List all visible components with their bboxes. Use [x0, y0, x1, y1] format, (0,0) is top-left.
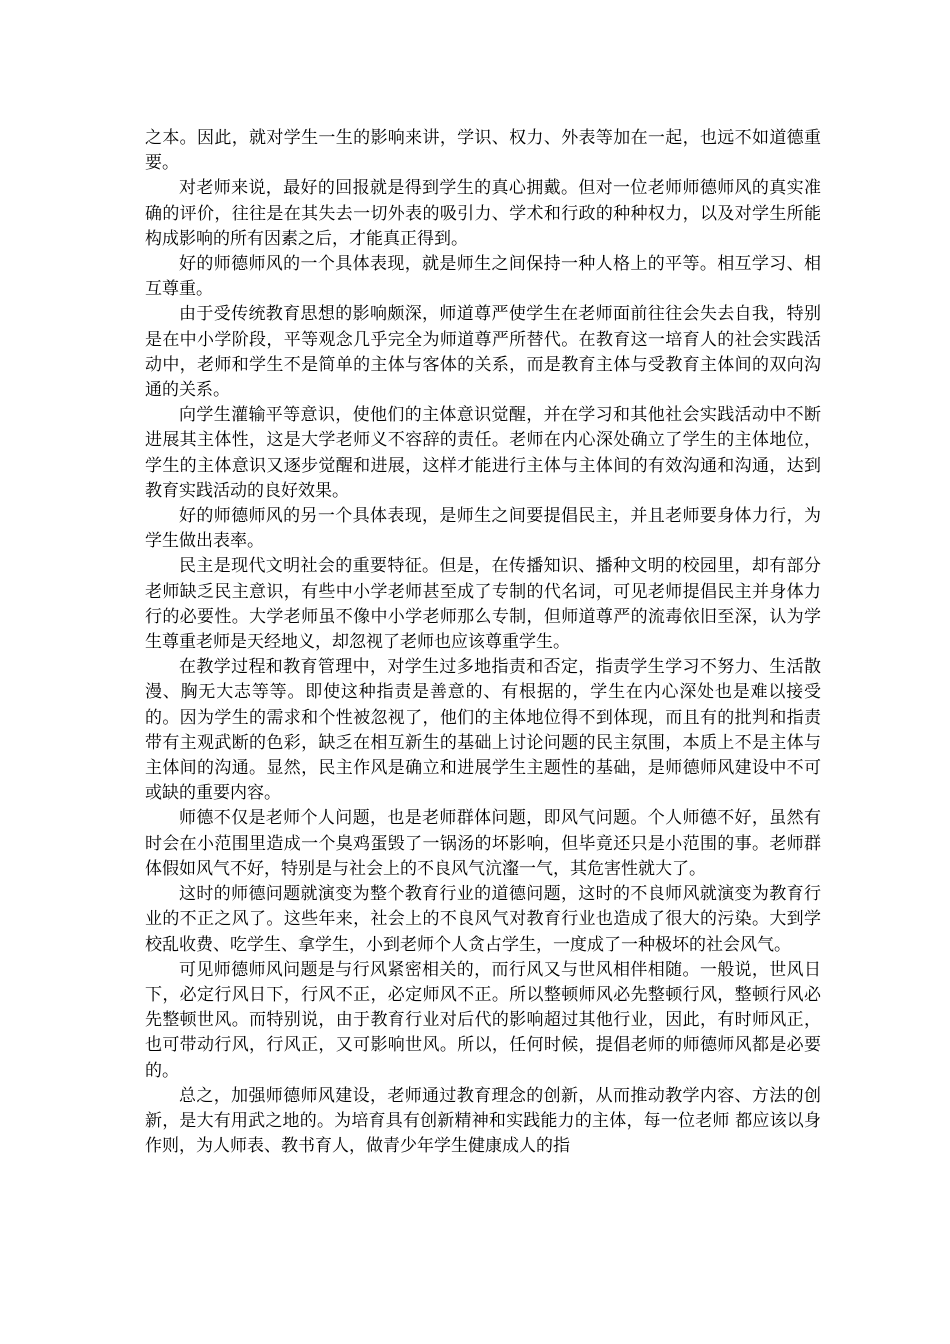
- paragraph: 好的师德师风的另一个具体表现，是师生之间要提倡民主，并且老师要身体力行，为学生做出表率。: [145, 506, 821, 552]
- paragraph: 之本。因此，就对学生一生的影响来讲，学识、权力、外表等加在一起，也远不如道德重要。: [145, 128, 821, 174]
- paragraph: 民主是现代文明社会的重要特征。但是，在传播知识、播种文明的校园里，却有部分老师缺乏民主意识，有些中小学老师甚至成了专制的代名词，可见老师提倡民主并身体力行的必要性。大学老师虽不像中小学老师那么专制，但师道尊严的流毒依旧至深，认为学生尊重老师是天经地义，却忽视了老师也应该尊重学生。: [145, 556, 821, 653]
- paragraph: 向学生灌输平等意识，使他们的主体意识觉醒，并在学习和其他社会实践活动中不断进展其主体性，这是大学老师义不容辞的责任。老师在内心深处确立了学生的主体地位，学生的主体意识又逐步觉醒和进展，这样才能进行主体与主体间的有效沟通和沟通，达到教育实践活动的良好效果。: [145, 405, 821, 501]
- paragraph: 总之，加强师德师风建设，老师通过教育理念的创新，从而推动教学内容、方法的创新，是大有用武之地的。为培育具有创新精神和实践能力的主体，每一位老师 都应该以身作则，为人师表、教书育人，做青少年学生健康成人的指: [145, 1085, 821, 1157]
- document-body: [145, 126, 821, 1159]
- paragraph: 可见师德师风问题是与行风紧密相关的，而行风又与世风相伴相随。一般说，世风日下，必定行风日下，行风不正，必定师风不正。所以整顿师风必先整顿行风，整顿行风必先整顿世风。而特别说，由于教育行业对后代的影响超过其他行业，因此，有时师风正，也可带动行风，行风正，又可影响世风。所以，任何时候，提倡老师的师德师风都是必要的。: [145, 959, 821, 1081]
- paragraph: 这时的师德问题就演变为整个教育行业的道德问题，这时的不良师风就演变为教育行业的不正之风了。这些年来，社会上的不良风气对教育行业也造成了很大的污染。大到学校乱收费、吃学生、拿学生，小到老师个人贪占学生，一度成了一种极坏的社会风气。: [145, 884, 821, 955]
- paragraph: 对老师来说，最好的回报就是得到学生的真心拥戴。但对一位老师师德师风的真实准确的评价，往往是在其失去一切外表的吸引力、学术和行政的种种权力，以及对学生所能构成影响的所有因素之后，才能真正得到。: [145, 178, 821, 249]
- paragraph: 由于受传统教育思想的影响颇深，师道尊严使学生在老师面前往往会失去自我，特别是在中小学阶段，平等观念几乎完全为师道尊严所替代。在教育这一培育人的社会实践活动中，老师和学生不是简单的主体与客体的关系，而是教育主体与受教育主体间的双向沟通的关系。: [145, 304, 821, 401]
- paragraph: 师德不仅是老师个人问题，也是老师群体问题，即风气问题。个人师德不好，虽然有时会在小范围里造成一个臭鸡蛋毁了一锅汤的坏影响，但毕竟还只是小范围的事。老师群体假如风气不好，特别是与社会上的不良风气沆瀣一气，其危害性就大了。: [145, 808, 821, 879]
- paragraph: 好的师德师风的一个具体表现，就是师生之间保持一种人格上的平等。相互学习、相互尊重。: [145, 254, 821, 300]
- paragraph: 在教学过程和教育管理中，对学生过多地指责和否定，指责学生学习不努力、生活散漫、胸无大志等等。即使这种指责是善意的、有根据的，学生在内心深处也是难以接受的。因为学生的需求和个性被忽视了，他们的主体地位得不到体现，而且有的批判和指责带有主观武断的色彩，缺乏在相互新生的基础上讨论问题的民主氛围，本质上不是主体与主体间的沟通。显然，民主作风是确立和进展学生主题性的基础，是师德师风建设中不可或缺的重要内容。: [145, 657, 821, 804]
